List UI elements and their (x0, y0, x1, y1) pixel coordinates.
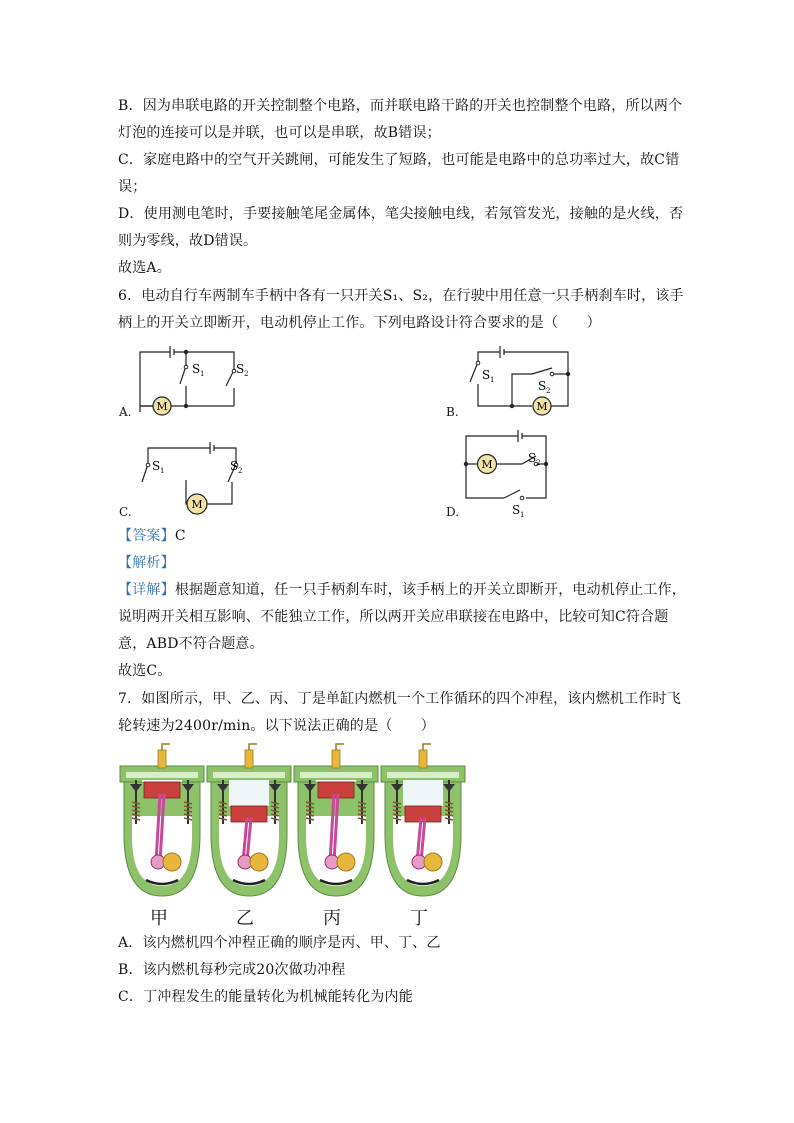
analysis-tag: 【解析】 (118, 555, 175, 571)
text-line-7: 故选A。 (118, 260, 171, 276)
engine-ding (381, 744, 465, 896)
s2-sub-c: 2 (238, 467, 243, 475)
s1-sub-a: 1 (200, 370, 205, 378)
detail-line-3: 意，ABD不符合题意。 (118, 636, 264, 652)
text-line-3: C．家庭电路中的空气开关跳闸，可能发生了短路，也可能是电路中的总功率过大，故C错 (118, 152, 680, 168)
answer-value: C (174, 528, 186, 544)
s2-label-c: S (230, 459, 239, 473)
s2-label-d: S (528, 451, 537, 465)
text-line-4: 误； (118, 179, 147, 195)
stroke-label-jia: 甲 (150, 908, 168, 929)
stroke-label-yi: 乙 (236, 908, 254, 929)
circuit-c (140, 434, 260, 520)
text-line-5: D．使用测电笔时，手要接触笔尾金属体，笔尖接触电线，若氖管发光，接触的是火线，否 (118, 206, 684, 222)
analysis-line (118, 554, 175, 572)
s1-sub-d: 1 (520, 511, 525, 519)
motor-label-c: M (191, 498, 203, 511)
detail-text-1: 根据题意知道，任一只手柄刹车时，该手柄上的开关立即断开，电动机停止工作， (174, 582, 687, 598)
s1-sub-b: 1 (490, 376, 495, 384)
engine-strokes-figure (118, 744, 468, 904)
text-line-2: 灯泡的连接可以是并联，也可以是串联，故B错误； (118, 125, 441, 141)
engine-jia (120, 744, 204, 896)
engine-bing (294, 744, 378, 896)
s2-sub-a: 2 (244, 370, 249, 378)
answer-tag: 【答案】 (118, 528, 175, 544)
s1-label-b: S (482, 368, 491, 382)
s2-sub-d: 2 (536, 459, 541, 467)
s2-sub-b: 2 (546, 387, 551, 395)
question-7-line-2: 轮转速为2400r/min。以下说法正确的是（ ） (118, 718, 436, 734)
question-7-line-1: 7．如图所示，甲、乙、丙、丁是单缸内燃机一个工作循环的四个冲程，该内燃机工作时飞 (118, 691, 681, 707)
s1-label-a: S (192, 362, 201, 376)
stroke-label-ding: 丁 (410, 908, 428, 929)
q7-option-c: C．丁冲程发生的能量转化为机械能转化为内能 (118, 989, 413, 1005)
text-line-1: B．因为串联电路的开关控制整个电路，而并联电路干路的开关也控制整个电路，所以两个 (118, 98, 683, 114)
text-line-6: 则为零线，故D错误。 (118, 233, 258, 249)
motor-label-d: M (481, 458, 493, 471)
answer-line (118, 527, 186, 545)
detail-line-2: 说明两开关相互影响、不能独立工作，所以两开关应串联接在电路中，比较可知C符合题 (118, 609, 669, 625)
question-6-line-2: 柄上的开关立即断开，电动机停止工作。下列电路设计符合要求的是（ ） (118, 315, 601, 331)
question-6-line-1: 6．电动自行车两制车手柄中各有一只开关S₁、S₂，在行驶中用任意一只手柄刹车时，该手 (118, 288, 684, 304)
detail-line-1 (118, 581, 686, 599)
engine-yi (207, 744, 291, 896)
q7-option-a: A．该内燃机四个冲程正确的顺序是丙、甲、丁、乙 (118, 935, 441, 951)
option-c-label: C. (119, 505, 132, 519)
motor-label-a: M (156, 400, 168, 413)
option-b-label: B. (446, 405, 459, 419)
s1-label-d: S (512, 503, 521, 517)
s1-sub-c: 1 (160, 467, 165, 475)
s1-label-c: S (152, 459, 161, 473)
q7-option-b: B．该内燃机每秒完成20次做功冲程 (118, 962, 346, 978)
circuit-d (460, 428, 560, 520)
choose-c-line: 故选C。 (118, 663, 172, 679)
circuit-b (460, 340, 580, 420)
circuit-a (118, 340, 248, 420)
detail-tag: 【详解】 (118, 582, 175, 598)
option-d-label: D. (446, 505, 460, 519)
stroke-label-bing: 丙 (323, 908, 341, 929)
motor-label-b: M (536, 400, 548, 413)
s2-label-a: S (236, 362, 245, 376)
option-a-label: A. (119, 405, 132, 419)
s2-label-b: S (538, 379, 547, 393)
